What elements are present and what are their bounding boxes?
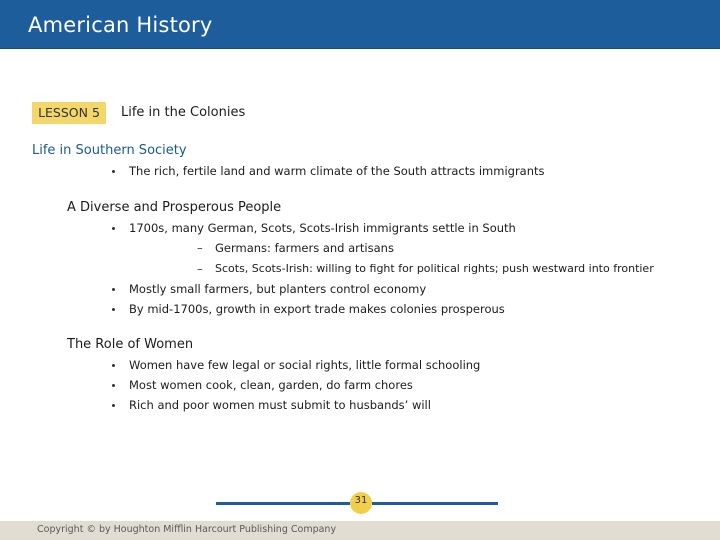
decorative-line-right	[372, 502, 498, 505]
bullet-text: Mostly small farmers, but planters control economy	[129, 282, 427, 296]
bullet-text: Most women cook, clean, garden, do farm chores	[129, 378, 413, 392]
bullet-text: 1700s, many German, Scots, Scots-Irish immigrants settle in South	[129, 221, 516, 235]
bullet-text: Women have few legal or social rights, little formal schooling	[129, 358, 481, 372]
page-number: 31	[354, 495, 368, 506]
bullet-text: By mid-1700s, growth in export trade makes colonies prosperous	[129, 302, 505, 316]
bullet	[112, 404, 115, 407]
bullet	[112, 227, 115, 230]
section-heading-diverse-people: A Diverse and Prosperous People	[67, 200, 282, 215]
sub-bullet-text: Germans: farmers and artisans	[215, 241, 394, 255]
section-heading-southern-society: Life in Southern Society	[32, 143, 187, 158]
dash: –	[197, 241, 203, 255]
lesson-tag: LESSON 5	[32, 102, 106, 124]
bullet	[112, 170, 115, 173]
bullet	[112, 288, 115, 291]
copyright-text: Copyright © by Houghton Mifflin Harcourt Publishing Company	[37, 524, 337, 535]
sub-bullet-text: Scots, Scots-Irish: willing to fight for political rights; push westward into frontier	[215, 262, 654, 275]
bullet-text: Rich and poor women must submit to husbands’ will	[129, 398, 431, 412]
slide-title: American History	[28, 13, 213, 37]
dash: –	[197, 262, 203, 276]
bullet	[112, 308, 115, 311]
title-bar	[0, 0, 720, 49]
lesson-title: Life in the Colonies	[121, 105, 246, 120]
bullet	[112, 384, 115, 387]
section-heading-role-of-women: The Role of Women	[67, 337, 194, 352]
bullet	[112, 364, 115, 367]
bullet-text: The rich, fertile land and warm climate of the South attracts immigrants	[129, 164, 545, 178]
decorative-line-left	[216, 502, 350, 505]
